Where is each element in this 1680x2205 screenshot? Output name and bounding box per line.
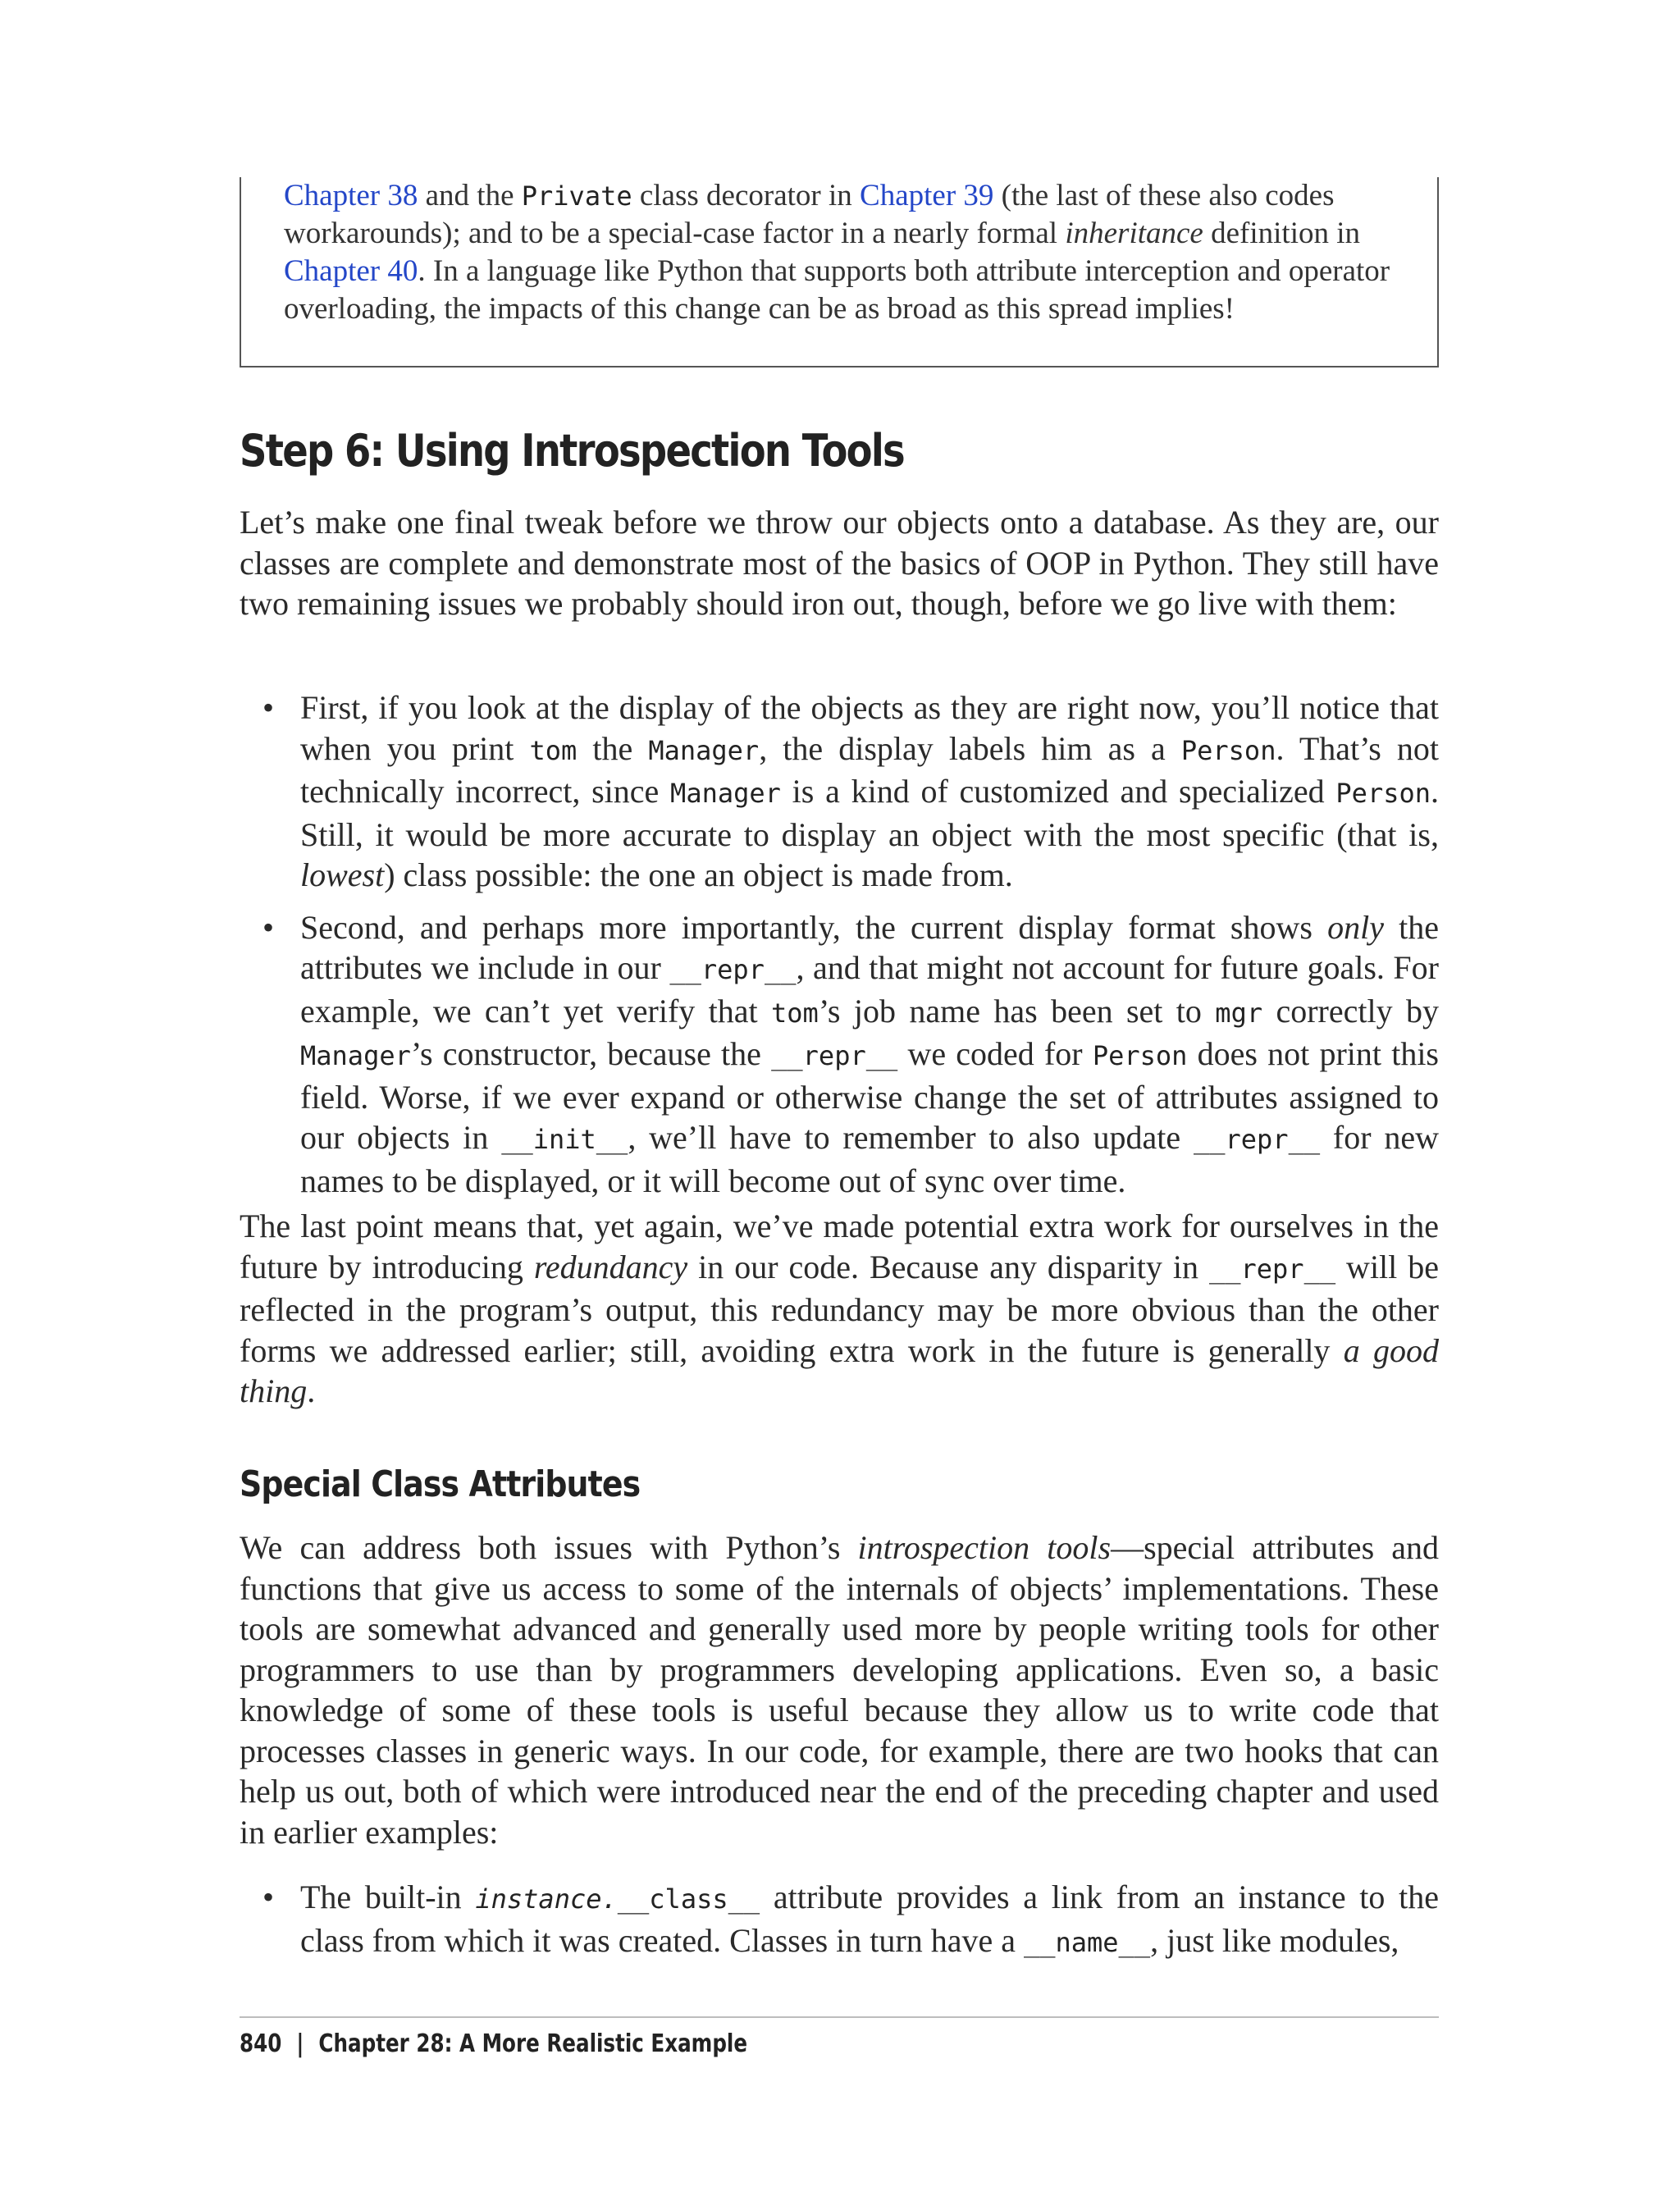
sidebar-text-run: (the last of these also codes workarounds); and to be a special-case factor in a nearly formal xyxy=(284,179,1335,250)
text-run: , and that might not account for future goals. For example, we can’t yet verify that xyxy=(300,949,1440,1029)
code-manager: Manager xyxy=(300,1040,411,1071)
text-run: , just like modules, xyxy=(1150,1921,1399,1959)
code-tom: tom xyxy=(529,734,578,766)
intro-paragraph: Let’s make one final tweak before we throw our objects onto a database. As they are, our classes are complete and demonstrate most of the basics of OOP in Python. They still have two remaining issues we probably should iron out, though, before we go live with them: xyxy=(240,504,1439,622)
bullet-icon: • xyxy=(262,908,275,946)
text-run: —special attributes and functions that give us access to some of the internals of objects’ implementations. These tools are somewhat advanced and generally used more by people writing tools for other programmers to use than by programmers developing applications. Even so, a basic knowledge of some of these tools is useful because they allow us to write code that processes classes in generic ways. In our code, for example, there are two hooks that can help us out, both of which were introduced near the end of the preceding chapter and used in earlier examples: xyxy=(240,1529,1440,1851)
code-repr: __repr__ xyxy=(1208,1253,1336,1285)
text-run: . xyxy=(307,1372,316,1409)
sidebar-text-run: definition in xyxy=(1203,217,1361,250)
list-item xyxy=(240,687,1439,896)
em-redundancy: redundancy xyxy=(533,1248,688,1285)
sidebar-text-run: . In a language like Python that supports both attribute interception and operator overloading, the impacts of this change can be as broad as this spread implies! xyxy=(284,254,1390,326)
code-person: Person xyxy=(1092,1040,1188,1071)
code-repr: __repr__ xyxy=(669,954,797,985)
em-lowest: lowest xyxy=(300,856,385,893)
text-run: attribute provides a link from an instance to the class from which it was created. Classes in turn have a xyxy=(300,1879,1439,1959)
text-run: , we’ll have to remember to also update xyxy=(628,1119,1194,1156)
text-run: in our code. Because any disparity in xyxy=(687,1248,1209,1285)
text-run: the xyxy=(577,729,649,767)
text-run: ’s constructor, because the xyxy=(410,1035,772,1072)
text-run: First, if you look at the display of the objects as they are right now, you’ll notice that when you print xyxy=(300,689,1439,767)
text-run: , the display labels him as a xyxy=(759,729,1181,767)
text-run: for new names to be displayed, or it will become out of sync over time. xyxy=(300,1119,1440,1199)
em-inheritance: inheritance xyxy=(1065,217,1203,250)
code-tom: tom xyxy=(771,997,819,1029)
redundancy-paragraph xyxy=(240,1206,1439,1412)
issues-list xyxy=(240,687,1439,1212)
text-run: ) class possible: the one an object is made from. xyxy=(384,856,1013,893)
text-run: ’s job name has been set to xyxy=(818,992,1216,1029)
code-mgr: mgr xyxy=(1215,997,1263,1029)
sidebar-note-text xyxy=(284,177,1398,328)
section-heading-step6: Step 6: Using Introspection Tools xyxy=(240,425,904,477)
chapter-40-link[interactable]: Chapter 40 xyxy=(284,254,418,288)
text-run: We can address both issues with Python’s xyxy=(240,1529,858,1566)
code-manager: Manager xyxy=(648,734,760,766)
text-run: The built-in xyxy=(300,1879,476,1915)
introspection-paragraph xyxy=(240,1527,1439,1852)
chapter-39-link[interactable]: Chapter 39 xyxy=(860,179,994,212)
text-run: The last point means that, yet again, we’ve made potential extra work for ourselves in the future by introducing xyxy=(240,1208,1439,1285)
code-person: Person xyxy=(1335,778,1431,809)
sidebar-text-run: class decorator in xyxy=(632,179,861,212)
sidebar-text-run: and the xyxy=(418,179,522,212)
text-run: . That’s not technically incorrect, since xyxy=(300,729,1440,810)
footer-chapter-title: Chapter 28: A More Realistic Example xyxy=(318,2029,748,2058)
list-item xyxy=(240,907,1439,1202)
sidebar-note-box xyxy=(240,177,1439,368)
section-heading-special-attributes: Special Class Attributes xyxy=(240,1463,641,1505)
text-run: Second, and perhaps more importantly, the current display format shows xyxy=(300,908,1328,946)
code-repr: __repr__ xyxy=(1193,1124,1321,1155)
text-run: correctly by xyxy=(1262,992,1439,1029)
code-manager: Manager xyxy=(670,778,781,809)
code-name: __name__ xyxy=(1023,1926,1151,1958)
bullet-icon: • xyxy=(262,1879,275,1915)
text-run: does not print this field. Worse, if we ever expand or otherwise change the set of attributes assigned to our objects in xyxy=(300,1035,1440,1156)
code-person: Person xyxy=(1180,734,1276,766)
code-private: Private xyxy=(521,180,632,212)
em-good-thing: a good thing xyxy=(240,1331,1440,1409)
text-run: the attributes we include in our xyxy=(300,908,1439,986)
page-number: 840 xyxy=(240,2029,282,2058)
text-run: will be reflected in the program’s output, this redundancy may be more obvious than the other forms we addressed earlier; still, avoiding extra work in the future is generally xyxy=(240,1248,1440,1369)
code-repr: __repr__ xyxy=(771,1040,898,1071)
text-run: we coded for xyxy=(897,1035,1093,1072)
code-instance: instance. xyxy=(475,1883,618,1915)
bullet-icon: • xyxy=(262,689,275,726)
em-only: only xyxy=(1327,908,1384,946)
hooks-list xyxy=(240,1877,1439,1974)
footer-separator: | xyxy=(296,2029,304,2058)
text-run: is a kind of customized and specialized xyxy=(780,773,1336,810)
footer-divider xyxy=(240,2016,1439,2018)
code-init: __init__ xyxy=(501,1124,628,1155)
code-class: __class__ xyxy=(617,1883,760,1915)
chapter-38-link[interactable]: Chapter 38 xyxy=(284,179,418,212)
page-footer xyxy=(240,2029,747,2058)
em-introspection-tools: introspection tools xyxy=(857,1529,1112,1566)
text-run: . Still, it would be more accurate to display an object with the most specific (that is, xyxy=(300,773,1439,853)
list-item xyxy=(240,1877,1439,1963)
